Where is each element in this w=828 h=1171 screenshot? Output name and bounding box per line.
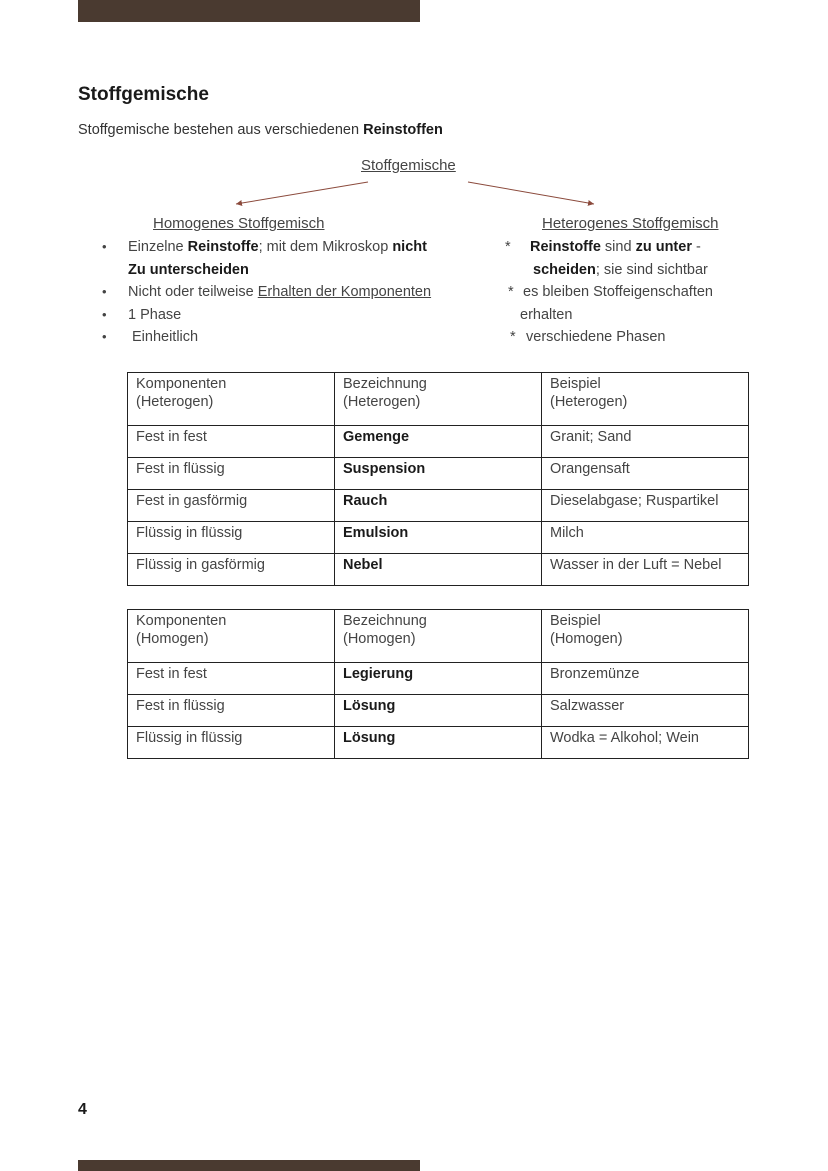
bullet-icon: • [102,306,107,322]
list-item-continuation [505,304,713,327]
header-line: Komponenten [136,613,227,629]
list-item [505,281,713,304]
text: Einheitlich [132,329,199,345]
table-cell: Fest in fest [128,663,335,695]
page-heading: Stoffgemische [78,84,209,105]
list-item [102,304,431,327]
table-row [128,490,749,522]
list-item [102,236,431,259]
table-cell: Legierung [335,663,542,695]
header-line: (Heterogen) [343,394,421,410]
table-cell: Fest in fest [128,426,335,458]
table-cell: Dieselabgase; Ruspartikel [542,490,749,522]
text-bold: zu unter [635,239,692,255]
list-item-continuation [505,259,713,282]
text: erhalten [520,306,573,323]
table-cell: Wodka = Alkohol; Wein [542,727,749,759]
text-bold: Reinstoffe [187,239,259,255]
table-cell: Flüssig in gasförmig [128,554,335,586]
header-line: Bezeichnung [343,613,427,629]
text: verschiedene Phasen [526,329,666,345]
header-line: (Homogen) [550,631,623,647]
text-bold: Zu unterscheiden [128,261,249,278]
table-cell: Milch [542,522,749,554]
homogen-table [127,609,749,759]
table-cell: Lösung [335,727,542,759]
table-row [128,458,749,490]
table-cell: Flüssig in flüssig [128,522,335,554]
intro-plain: Stoffgemische bestehen aus verschiedenen [78,122,364,138]
text: ; mit dem Mikroskop [258,239,393,255]
list-item [102,281,431,304]
header-line: (Homogen) [343,631,416,647]
header-cell [128,373,335,426]
list-item [102,326,431,349]
table-cell: Bronzemünze [542,663,749,695]
table-cell: Wasser in der Luft = Nebel [542,554,749,586]
homogen-list [102,236,431,349]
list-item [505,236,713,259]
heterogen-list [505,236,713,349]
bullet-icon: • [102,239,107,254]
table-cell: Fest in flüssig [128,458,335,490]
header-cell [542,610,749,663]
table-cell: Suspension [335,458,542,490]
table-cell: Flüssig in flüssig [128,727,335,759]
arrow-left [236,182,368,204]
table-row [128,554,749,586]
heterogen-title: Heterogenes Stoffgemisch [542,215,719,232]
header-cell [128,610,335,663]
intro-bold: Reinstoffen [363,122,443,138]
header-line: (Heterogen) [550,394,628,410]
text-bold: scheiden [533,261,596,278]
header-line: (Homogen) [136,631,209,647]
list-item-continuation [102,259,431,282]
header-cell [335,610,542,663]
header-cell [335,373,542,426]
table-row [128,695,749,727]
heterogen-table [127,372,749,586]
table-cell: Orangensaft [542,458,749,490]
text: sind [600,239,636,255]
table-cell: Rauch [335,490,542,522]
header-line: Beispiel [550,613,601,629]
text-underlined: Erhalten der Komponenten [257,284,432,300]
table-row [128,426,749,458]
text: Nicht oder teilweise [128,284,258,300]
table-cell: Lösung [335,695,542,727]
table-cell: Nebel [335,554,542,586]
bottom-decoration-bar [78,1160,420,1171]
header-line: (Heterogen) [136,394,214,410]
header-cell [542,373,749,426]
page-number: 4 [78,1101,87,1118]
bullet-icon: • [102,329,107,344]
table-cell: Fest in flüssig [128,695,335,727]
table-cell: Fest in gasförmig [128,490,335,522]
text: 1 Phase [128,306,182,323]
table-cell: Emulsion [335,522,542,554]
text: Einzelne [128,239,188,255]
table-cell: Granit; Sand [542,426,749,458]
star-bullet-icon: * [505,239,511,255]
diagram-title: Stoffgemische [361,157,456,174]
star-bullet-icon: * [508,284,514,300]
text: - [691,239,701,255]
arrow-right [468,182,594,204]
list-item [505,326,713,349]
table-cell: Gemenge [335,426,542,458]
table-row [128,522,749,554]
star-bullet-icon: * [510,329,516,345]
bullet-icon: • [102,284,107,299]
table-row [128,663,749,695]
table-row [128,727,749,759]
text: es bleiben Stoffeigenschaften [523,284,713,300]
table-cell: Salzwasser [542,695,749,727]
header-line: Komponenten [136,376,227,392]
table-header-row [128,610,749,663]
text: ; sie sind sichtbar [595,261,708,278]
homogen-title: Homogenes Stoffgemisch [153,215,325,232]
text-bold: nicht [392,239,427,255]
header-line: Beispiel [550,376,601,392]
header-line: Bezeichnung [343,376,427,392]
table-header-row [128,373,749,426]
text-bold: Reinstoffe [530,239,601,255]
